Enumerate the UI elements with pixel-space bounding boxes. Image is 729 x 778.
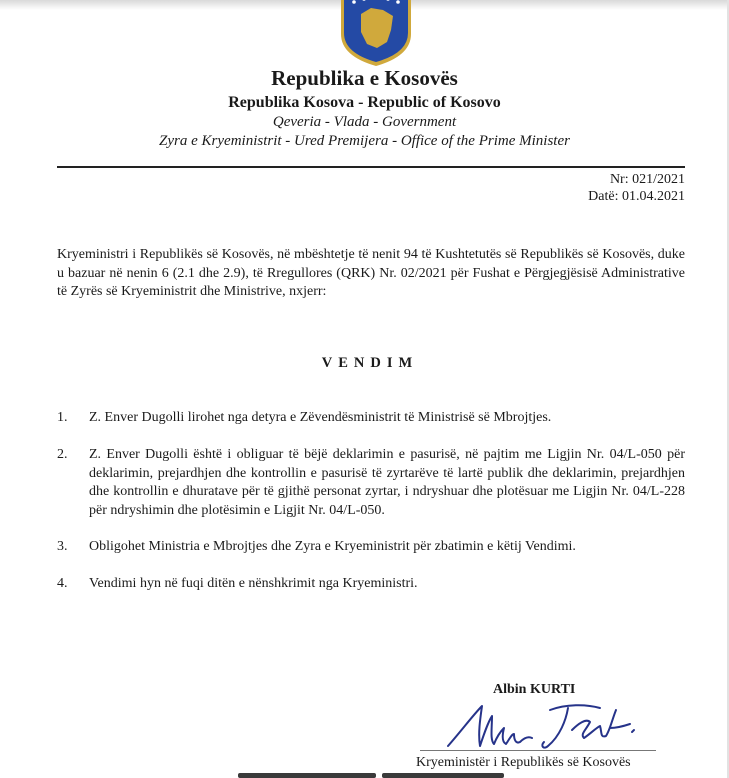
kosovo-coat-of-arms-icon xyxy=(337,0,415,66)
country-name-translations: Republika Kosova - Republic of Kosovo xyxy=(228,94,501,111)
intro-paragraph: Kryeministri i Republikës së Kosovës, në mbështetje të nenit 94 të Kushtetutës së Republikës së Kosovës, duke u bazuar në nenin 6 (2.1 dhe 2.9), të Rregullores (QRK) Nr. 02/2021 për Fushat e Përgjegjësisë Administrative të Zyrës së Kryeministrit dhe Ministrive, nxjerr: xyxy=(57,247,685,299)
item-text: Vendimi hyn në fuqi ditën e nënshkrimit nga Kryeministri. xyxy=(89,576,418,591)
signature-line xyxy=(420,750,656,751)
page-scrollbar-segment[interactable] xyxy=(238,773,376,778)
item-number: 3. xyxy=(57,539,68,554)
signer-role: Kryeministër i Republikës së Kosovës xyxy=(416,755,631,770)
document-date: Datë: 01.04.2021 xyxy=(588,189,685,204)
item-text: Z. Enver Dugolli lirohet nga detyra e Zëvendësministrit të Ministrisë së Mbrojtjes. xyxy=(89,410,552,425)
item-number: 2. xyxy=(57,447,68,462)
item-text: Obligohet Ministria e Mbrojtjes dhe Zyra e Kryeministrit për zbatimin e këtij Vendimi. xyxy=(89,539,576,554)
document-number: Nr: 021/2021 xyxy=(609,172,685,187)
decision-title: VENDIM xyxy=(321,355,419,371)
handwritten-signature xyxy=(440,700,640,754)
item-number: 1. xyxy=(57,410,68,425)
item-number: 4. xyxy=(57,576,68,591)
office-line: Zyra e Kryeministrit - Ured Premijera - Office of the Prime Minister xyxy=(159,133,570,149)
header-divider xyxy=(57,166,685,168)
item-text: Z. Enver Dugolli është i obliguar të bëjë deklarimin e pasurisë, në pajtim me Ligjin Nr. 04/L-050 për deklarimin, prejardhjen dhe kontrollin e pasurisë të zyrtarëve të lartë publik dhe deklarimin, prejardhjen dhe kontrollin e dhuratave për të gjithë personat zyrtar, i ndryshuar dhe plotësuar me Ligjin Nr. 04/L-228 për ndryshimin dhe plotësimin e Ligjit Nr. 04/L-050. xyxy=(89,447,685,518)
page-scrollbar-thumb[interactable] xyxy=(382,773,504,778)
government-line: Qeveria - Vlada - Government xyxy=(272,114,457,130)
signer-name: Albin KURTI xyxy=(493,682,576,697)
country-name: Republika e Kosovës xyxy=(271,66,458,90)
